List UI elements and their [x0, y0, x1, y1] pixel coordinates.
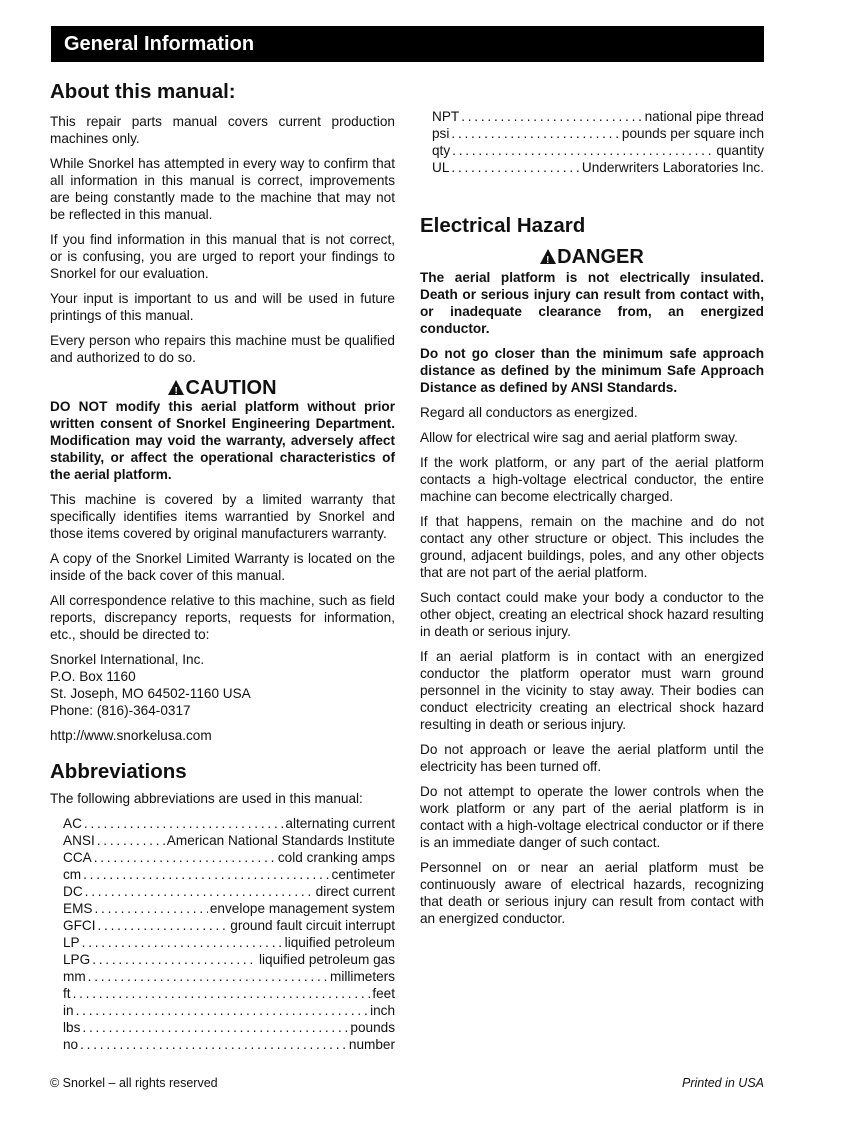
- leader-dots: [83, 866, 329, 883]
- leader-dots: [461, 108, 642, 125]
- abbreviation-row: [63, 883, 395, 900]
- about-paragraph: Every person who repairs this machine must be qualified and authorized to do so.: [50, 332, 395, 365]
- abbreviation-term: LPG: [63, 952, 91, 968]
- abbreviation-row: [63, 985, 395, 1002]
- about-heading: About this manual:: [50, 80, 236, 103]
- leader-dots: [94, 900, 207, 917]
- abbreviation-meaning: envelope management system: [209, 901, 395, 917]
- electrical-paragraph: Regard all conductors as energized.: [420, 404, 638, 420]
- abbreviation-meaning: centimeter: [331, 867, 395, 883]
- electrical-paragraph: If an aerial platform is in contact with an energized conductor the platform operator must warn ground personnel in the vicinity to stay away. Their bodies can conduct electricity creating an electrical shock hazard resulting in death or serious injury.: [420, 648, 764, 732]
- caution-label: CAUTION: [185, 376, 277, 399]
- leader-dots: [76, 1002, 368, 1019]
- abbreviation-meaning: inch: [370, 1003, 395, 1019]
- abbreviation-row: [63, 1019, 395, 1036]
- footer-copyright: © Snorkel – all rights reserved: [50, 1076, 218, 1090]
- abbreviation-row: [63, 934, 395, 951]
- abbreviation-term: ANSI: [63, 833, 95, 849]
- abbreviation-meaning: direct current: [315, 884, 395, 900]
- abbreviation-meaning: liquified petroleum: [284, 935, 395, 951]
- abbreviations-heading: Abbreviations: [50, 759, 187, 783]
- electrical-paragraph: If the work platform, or any part of the aerial platform contacts a high-voltage electrical conductor, the entire machine can become electrically charged.: [420, 454, 764, 504]
- section-title: General Information: [64, 33, 255, 55]
- abbreviations-intro: The following abbreviations are used in this manual:: [50, 791, 363, 807]
- abbreviation-meaning: liquified petroleum gas: [258, 952, 395, 968]
- electrical-paragraph: Personnel on or near an aerial platform must be continuously aware of electrical hazards, recognizing that death or serious injury can result from contact with an energized conductor.: [420, 859, 764, 926]
- leader-dots: [82, 934, 283, 951]
- abbreviation-meaning: Underwriters Laboratories Inc.: [581, 160, 764, 175]
- abbreviation-row: [432, 108, 764, 125]
- abbreviation-term: CCA: [63, 850, 92, 866]
- danger-title: [420, 247, 764, 267]
- abbreviation-meaning: alternating current: [285, 816, 395, 832]
- abbreviation-row: [432, 125, 764, 142]
- abbreviation-row: [63, 1036, 395, 1053]
- abbreviation-row: [63, 951, 395, 968]
- about-paragraph: Your input is important to us and will be used in future printings of this manual.: [50, 290, 395, 323]
- warning-triangle-icon: [540, 249, 556, 264]
- warranty-paragraph: A copy of the Snorkel Limited Warranty is located on the inside of the back cover of this manual.: [50, 550, 395, 583]
- abbreviation-row: [432, 159, 764, 176]
- electrical-paragraph: Do not approach or leave the aerial platform until the electricity has been turned off.: [420, 741, 764, 774]
- abbreviation-meaning: pounds per square inch: [621, 126, 764, 141]
- abbreviation-row: [432, 142, 764, 159]
- abbreviation-row: [63, 917, 395, 934]
- abbreviation-meaning: pounds: [350, 1020, 395, 1036]
- abbreviation-term: cm: [63, 867, 82, 883]
- abbreviation-term: AC: [63, 816, 82, 832]
- abbreviation-meaning: cold cranking amps: [277, 850, 395, 866]
- electrical-paragraph: If that happens, remain on the machine and do not contact any other structure or object. This includes the ground, adjacent buildings, poles, and any other objects that are not part of the aerial platform.: [420, 513, 764, 580]
- abbreviation-term: psi: [432, 126, 450, 141]
- abbreviation-row: [63, 815, 395, 832]
- address-line: P.O. Box 1160: [50, 668, 136, 684]
- leader-dots: [451, 159, 580, 176]
- address-line: Snorkel International, Inc.: [50, 651, 205, 667]
- right-column: [420, 108, 764, 935]
- leader-dots: [92, 951, 257, 968]
- abbreviation-term: NPT: [432, 109, 460, 124]
- abbreviation-meaning: feet: [372, 986, 395, 1002]
- abbreviation-row: [63, 968, 395, 985]
- danger-label: DANGER: [557, 245, 644, 268]
- leader-dots: [85, 883, 314, 900]
- abbreviation-row: [63, 1002, 395, 1019]
- abbreviation-term: DC: [63, 884, 83, 900]
- leader-dots: [94, 849, 276, 866]
- leader-dots: [80, 1036, 347, 1053]
- abbreviation-meaning: number: [348, 1037, 395, 1053]
- abbreviation-term: lbs: [63, 1020, 81, 1036]
- leader-dots: [88, 968, 328, 985]
- leader-dots: [97, 832, 165, 849]
- abbreviation-meaning: American National Standards Institute: [166, 833, 395, 849]
- abbreviation-term: GFCI: [63, 918, 96, 934]
- abbreviation-meaning: national pipe thread: [644, 109, 764, 124]
- contact-address: [50, 651, 395, 719]
- abbreviation-row: [63, 849, 395, 866]
- abbreviation-meaning: ground fault circuit interrupt: [230, 918, 395, 934]
- address-line: St. Joseph, MO 64502-1160 USA: [50, 685, 251, 701]
- abbreviation-list-continued: [420, 108, 764, 176]
- danger-text: Do not go closer than the minimum safe approach distance as defined by the minimum Safe Approach Distance as defined by ANSI Standards.: [420, 345, 764, 395]
- abbreviation-row: [63, 900, 395, 917]
- leader-dots: [73, 985, 371, 1002]
- abbreviation-list: [50, 815, 395, 1053]
- abbreviation-term: no: [63, 1037, 79, 1053]
- abbreviation-term: UL: [432, 160, 450, 175]
- leader-dots: [84, 815, 284, 832]
- address-line: Phone: (816)-364-0317: [50, 702, 191, 718]
- abbreviation-term: qty: [432, 143, 451, 158]
- abbreviation-term: in: [63, 1003, 74, 1019]
- website-link[interactable]: http://www.snorkelusa.com: [50, 727, 212, 743]
- leader-dots: [452, 142, 714, 159]
- about-paragraph: While Snorkel has attempted in every way to confirm that all information in this manual is correct, improvements are being constantly made to the machine that may not be reflected in this manual.: [50, 155, 395, 222]
- leader-dots: [97, 917, 228, 934]
- abbreviation-term: EMS: [63, 901, 93, 917]
- leader-dots: [82, 1019, 348, 1036]
- abbreviation-meaning: millimeters: [330, 969, 395, 985]
- electrical-paragraph: Do not attempt to operate the lower controls when the work platform or any part of the aerial platform is in contact with a high-voltage electrical conductor or if there is an immediate danger of such contact.: [420, 783, 764, 850]
- section-header-bar: [51, 26, 764, 62]
- electrical-paragraph: Allow for electrical wire sag and aerial platform sway.: [420, 429, 738, 445]
- abbreviation-row: [63, 832, 395, 849]
- about-paragraph: If you find information in this manual that is not correct, or is confusing, you are urged to report your findings to Snorkel for our evaluation.: [50, 231, 395, 281]
- left-column: [50, 80, 395, 1053]
- danger-text: The aerial platform is not electrically insulated. Death or serious injury can result from contact with, or inadequate clearance from, an energized conductor.: [420, 269, 764, 336]
- warranty-paragraph: All correspondence relative to this machine, such as field reports, discrepancy reports, requests for information, etc., should be directed to:: [50, 592, 395, 642]
- abbreviation-row: [63, 866, 395, 883]
- leader-dots: [451, 125, 620, 142]
- footer-printed: Printed in USA: [682, 1076, 764, 1090]
- abbreviation-term: ft: [63, 986, 71, 1002]
- abbreviation-term: mm: [63, 969, 86, 985]
- caution-title: [50, 378, 395, 398]
- abbreviation-meaning: quantity: [716, 143, 764, 158]
- warranty-paragraph: This machine is covered by a limited warranty that specifically identifies items warrantied by Snorkel and those items covered by original manufacturers warranty.: [50, 491, 395, 541]
- caution-text: DO NOT modify this aerial platform without prior written consent of Snorkel Engineering Department. Modification may void the warranty, adversely affect stability, or affect the operational characteristics of the aerial platform.: [50, 398, 395, 482]
- electrical-paragraph: Such contact could make your body a conductor to the other object, creating an electrical shock hazard resulting in death or serious injury.: [420, 589, 764, 639]
- about-paragraph: This repair parts manual covers current production machines only.: [50, 113, 395, 146]
- abbreviation-term: LP: [63, 935, 80, 951]
- electrical-heading: Electrical Hazard: [420, 214, 586, 237]
- warning-triangle-icon: [168, 380, 184, 395]
